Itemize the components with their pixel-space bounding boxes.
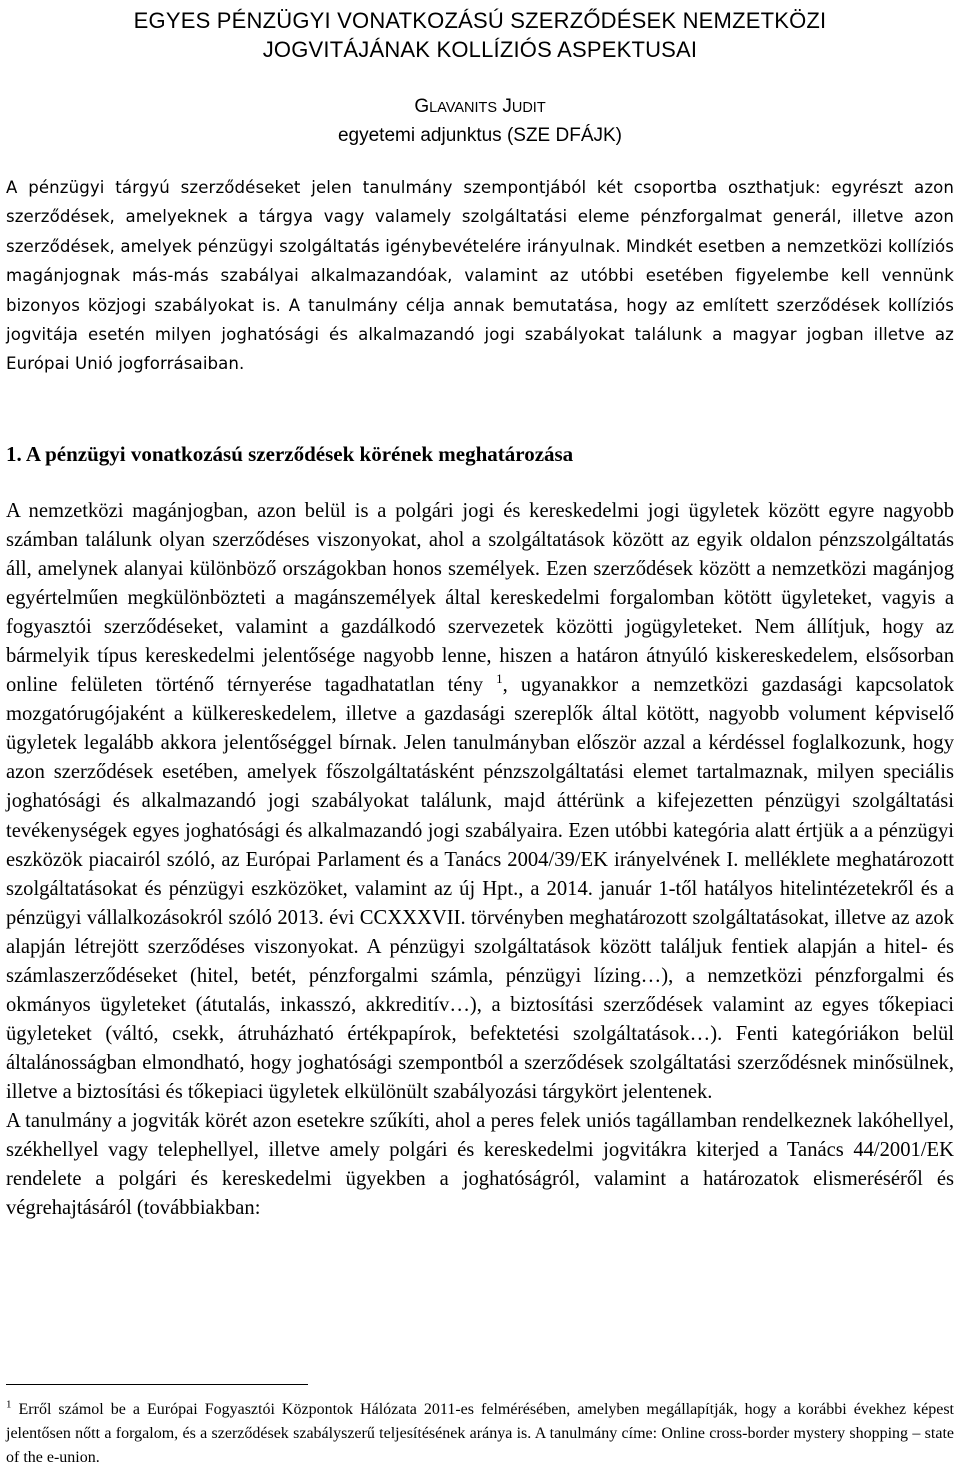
abstract: A pénzügyi tárgyú szerződéseket jelen tanulmány szempontjából két csoportba oszthatjuk: egyrészt azon szerződések, amelyeknek a tárgya vagy valamely szolgáltatási eleme pénzforgalmat generál, illetve azon szerződések, amelyek pénzügyi szolgáltatás igénybevételére irányulnak. Mindkét esetben a nemzetközi kollíziós magánjognak más-más szabályai alkalmazandóak, valamint az utóbbi esetében figyelembe kell vennünk bizonyos közjogi szabályokat is. A tanulmány célja annak bemutatása, hogy az említett szerződések kollíziós jogvitája esetén milyen joghatósági és alkalmazandó jogi szabályokat találunk a magyar jogban illetve az Európai Unió jogforrásaiban. [6, 178, 954, 374]
paragraph-1-text-a: A nemzetközi magánjogban, azon belül is a polgári jogi és kereskedelmi jogi ügyletek között egyre nagyobb számban találunk olyan szerződéses viszonyokat, ahol a szolgáltatások között az egyik oldalon pénzszolgáltatás áll, amelynek alanyai különböző országokban honos személyek. Ezen szerződések között a nemzetközi magánjog egyértelműen megkülönbözteti a magánszemélyek által kereskedelmi forgalomban kötött ügyleteket, vagyis a fogyasztói szerződéseket, valamint a gazdálkodó szervezetek közötti jogügyleteket. Nem állítjuk, hogy az bármelyik típus kereskedelmi jelentősége nagyobb lenne, hiszen a határon átnyúló kiskereskedelem, elsősorban online felületen történő térnyerése tagadhatatlan tény [6, 500, 954, 697]
footnote-text: Erről számol be a Európai Fogyasztói Központok Hálózata 2011-es felmérésében, amelyben megállapítják, hogy a korábbi évekhez képest jelentősen nőtt a forgalom, és a szerződések szabályszerű teljesítésének aránya is. A tanulmány címe: Online cross-border mystery shopping – state of the e-union. [6, 1401, 954, 1466]
author-position: egyetemi adjunktus (SZE DFÁJK) [337, 125, 623, 146]
paragraph-1-text-b: , ugyanakkor a nemzetközi gazdasági kapcsolatok mozgatórugójaként a külkereskedelem, illetve a gazdasági szereplők által kötött, nagyobb volument képviselő ügyletek legalább akkora jelentőséggel bírnak. Jelen tanulmányban először azzal a kérdéssel foglalkozunk, hogy azon szerződések esetében, amelyek főszolgáltatásként pénzszolgáltatási elemet tartalmaznak, milyen speciális joghatósági és alkalmazandó jogi szabályokat találunk, majd áttérünk a kifejezetten pénzügyi szolgáltatási tevékenységek egyes joghatósági és alkalmazandó jogi szabályaira. Ezen utóbbi kategória alatt értjük a a pénzügyi eszközök piacairól szóló, az Európai Parlament és a Tanács 2004/39/EK irányelvének I. melléklete meghatározott szolgáltatásokat és pénzügyi eszközöket, valamint az új Hpt., a 2014. január 1-től hatályos hitelintézetekről és a pénzügyi vállalkozásokról szóló 2013. évi CCXXXVII. törvényben meghatározott szolgáltatásokat, illetve az azok alapján létrejött szerződéses viszonyokat. A pénzügyi szolgáltatások között találjuk fentiek alapján a hitel- és számlaszerződéseket (hitel, betét, pénzforgalmi számla, pénzügyi lízing…), a nemzetközi pénzforgalmi és okmányos ügyleteket (átutalás, inkasszó, akkreditív…), a biztosítási szerződések valamint az egyes tőkepiaci ügyleteket (váltó, csekk, átruházható értékpapírok, befektetési szolgáltatások…). Fenti kategóriákon belül általánosságban elmondható, hogy joghatósági szempontból a szerződések szolgáltatási szerződésnek minősülnek, illetve a biztosítási és tőkepiaci ügyletek elkülönült szabályozási tárgykört jelentenek. [6, 674, 954, 1103]
author-surname-rest: LAVANITS [429, 100, 498, 116]
author-given-rest: UDIT [511, 100, 546, 116]
body-paragraph-1 [6, 497, 954, 1107]
document-title-line-1: EGYES PÉNZÜGYI VONATKOZÁSÚ SZERZŐDÉSEK NEMZETKÖZI [133, 8, 827, 33]
author-given-initial: J [502, 96, 512, 117]
section-body [6, 497, 954, 1223]
footnote [6, 1398, 954, 1470]
footnote-separator [6, 1384, 308, 1385]
author-surname-initial: G [414, 96, 430, 117]
document-title-line-2: JOGVITÁJÁNAK KOLLÍZIÓS ASPEKTUSAI [262, 37, 698, 62]
body-paragraph-2: A tanulmány a jogviták körét azon esetekre szűkíti, ahol a peres felek uniós tagállamban rendelkeznek lakóhellyel, székhellyel vagy telephellyel, illetve amely polgári és kereskedelmi jogvitákra kiterjed a Tanács 44/2001/EK rendelete a polgári és kereskedelmi ügyekben a joghatóságról, valamint a határozatok elismeréséről és végrehajtásáról (továbbiakban: [6, 1109, 954, 1220]
footnote-reference[interactable]: 1 [496, 671, 503, 687]
author-name [0, 92, 960, 123]
section-heading: 1. A pénzügyi vonatkozású szerződések körének meghatározása [6, 442, 574, 466]
footnote-number: 1 [6, 1398, 12, 1411]
